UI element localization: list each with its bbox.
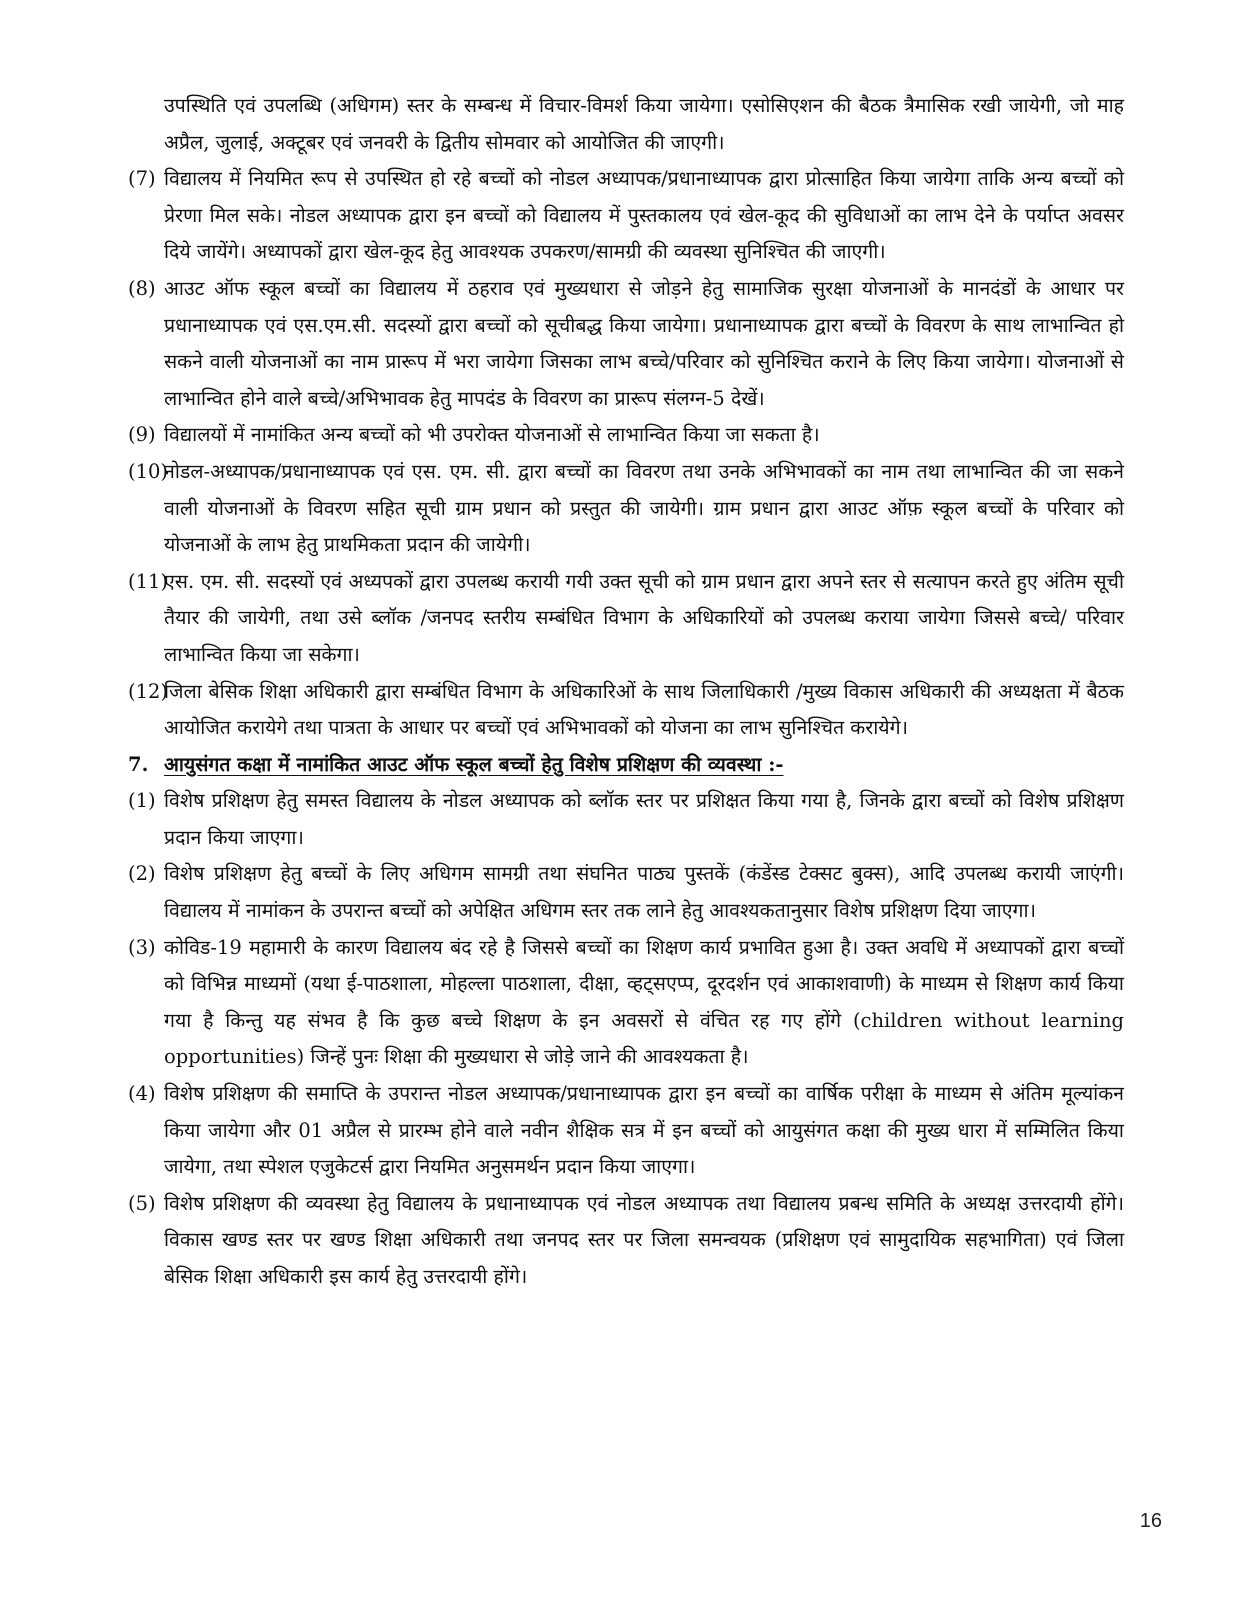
item-number: (1) — [128, 789, 156, 813]
list-item-12 — [128, 674, 1124, 747]
section-number: 7. — [128, 752, 149, 776]
list-item-5 — [128, 1186, 1124, 1296]
list-item-9 — [128, 417, 1124, 454]
list-item-8 — [128, 271, 1124, 417]
item-number: (5) — [128, 1191, 156, 1215]
section-heading — [128, 747, 1124, 784]
list-item-10 — [128, 454, 1124, 564]
item-number: (8) — [128, 276, 156, 300]
item-number: (9) — [128, 423, 156, 447]
item-number: (4) — [128, 1082, 156, 1106]
list-item-11 — [128, 564, 1124, 674]
item-number: (2) — [128, 862, 156, 886]
document-page — [128, 88, 1124, 1296]
intro-paragraph: उपस्थिति एवं उपलब्धि (अधिगम) स्तर के सम्बन्ध में विचार-विमर्श किया जायेगा। एसोसिएशन की बैठक त्रैमासिक रखी जायेगी, जो माह अप्रैल, जुलाई, अक्टूबर एवं जनवरी के द्वितीय सोमवार को आयोजित की जाएगी। — [164, 94, 1124, 154]
item-text: नोडल-अध्यापक/प्रधानाध्यापक एवं एस. एम. सी. द्वारा बच्चों का विवरण तथा उनके अभिभावकों का नाम तथा लाभान्वित की जा सकने वाली योजनाओं के विवरण सहित सूची ग्राम प्रधान को प्रस्तुत की जायेगी। ग्राम प्रधान द्वारा आउट ऑफ़ स्कूल बच्चों के परिवार को योजनाओं के लाभ हेतु प्राथमिकता प्रदान की जायेगी। — [164, 459, 1124, 557]
item-text: विशेष प्रशिक्षण की समाप्ति के उपरान्त नोडल अध्यापक/प्रधानाध्यापक द्वारा इन बच्चों का वार्षिक परीक्षा के माध्यम से अंतिम मूल्यांकन किया जायेगा और 01 अप्रैल से प्रारम्भ होने वाले नवीन शैक्षिक सत्र में इन बच्चों को आयुसंगत कक्षा की मुख्य धारा में सम्मिलित किया जायेगा, तथा स्पेशल एजुकेटर्स द्वारा नियमित अनुसमर्थन प्रदान किया जाएगा। — [164, 1082, 1124, 1179]
list-item-1 — [128, 783, 1124, 856]
section-title: आयुसंगत कक्षा में नामांकित आउट ऑफ स्कूल बच्चों हेतु विशेष प्रशिक्षण की व्यवस्था :- — [164, 752, 784, 776]
item-text: विशेष प्रशिक्षण हेतु समस्त विद्यालय के नोडल अध्यापक को ब्लॉक स्तर पर प्रशिक्षत किया गया है, जिनके द्वारा बच्चों को विशेष प्रशिक्षण प्रदान किया जाएगा। — [164, 789, 1124, 849]
page-number: 16 — [1139, 1510, 1162, 1532]
item-text: आउट ऑफ स्कूल बच्चों का विद्यालय में ठहराव एवं मुख्यधारा से जोड़ने हेतु सामाजिक सुरक्षा योजनाओं के मानदंडों के आधार पर प्रधानाध्यापक एवं एस.एम.सी. सदस्यों द्वारा बच्चों को सूचीबद्ध किया जायेगा। प्रधानाध्यापक द्वारा बच्चों के विवरण के साथ लाभान्वित हो सकने वाली योजनाओं का नाम प्रारूप में भरा जायेगा जिसका लाभ बच्चे/परिवार को सुनिश्चित कराने के लिए किया जायेगा। योजनाओं से लाभान्वित होने वाले बच्चे/अभिभावक हेतु मापदंड के विवरण का प्रारूप संलग्न-5 देखें। — [164, 276, 1124, 410]
list-item-4 — [128, 1076, 1124, 1186]
item-text: विद्यालय में नियमित रूप से उपस्थित हो रहे बच्चों को नोडल अध्यापक/प्रधानाध्यापक द्वारा प्रोत्साहित किया जायेगा ताकि अन्य बच्चों को प्रेरणा मिल सके। नोडल अध्यापक द्वारा इन बच्चों को विद्यालय में पुस्तकालय एवं खेल-कूद की सुविधाओं का लाभ देने के पर्याप्त अवसर दिये जायेंगे। अध्यापकों द्वारा खेल-कूद हेतु आवश्यक उपकरण/सामग्री की व्यवस्था सुनिश्चित की जाएगी। — [164, 167, 1124, 264]
item-number: (3) — [128, 935, 156, 959]
item-text: विशेष प्रशिक्षण की व्यवस्था हेतु विद्यालय के प्रधानाध्यापक एवं नोडल अध्यापक तथा विद्यालय प्रबन्ध समिति के अध्यक्ष उत्तरदायी होंगे। विकास खण्ड स्तर पर खण्ड शिक्षा अधिकारी तथा जनपद स्तर पर जिला समन्वयक (प्रशिक्षण एवं सामुदायिक सहभागिता) एवं जिला बेसिक शिक्षा अधिकारी इस कार्य हेतु उत्तरदायी होंगे। — [164, 1191, 1124, 1288]
item-text: एस. एम. सी. सदस्यों एवं अध्यपकों द्वारा उपलब्ध करायी गयी उक्त सूची को ग्राम प्रधान द्वारा अपने स्तर से सत्यापन करते हुए अंतिम सूची तैयार की जायेगी, तथा उसे ब्लॉक /जनपद स्तरीय सम्बंधित विभाग के अधिकारियों को उपलब्ध कराया जायेगा जिससे बच्चे/ परिवार लाभान्वित किया जा सकेगा। — [164, 569, 1124, 666]
item-number: (7) — [128, 167, 156, 191]
item-text: जिला बेसिक शिक्षा अधिकारी द्वारा सम्बंधित विभाग के अधिकारिओं के साथ जिलाधिकारी /मुख्य विकास अधिकारी की अध्यक्षता में बैठक आयोजित करायेगे तथा पात्रता के आधार पर बच्चों एवं अभिभावकों को योजना का लाभ सुनिश्चित करायेगे। — [164, 679, 1124, 740]
item-text: विशेष प्रशिक्षण हेतु बच्चों के लिए अधिगम सामग्री तथा संघनित पाठ्य पुस्तकें (कंडेंस्ड टेक्सट बुक्स), आदि उपलब्ध करायी जाएंगी। विद्यालय में नामांकन के उपरान्त बच्चों को अपेक्षित अधिगम स्तर तक लाने हेतु आवश्यकतानुसार विशेष प्रशिक्षण दिया जाएगा। — [164, 862, 1124, 923]
list-item-7 — [128, 161, 1124, 271]
item-number: (11) — [128, 569, 169, 593]
item-text: कोविड-19 महामारी के कारण विद्यालय बंद रहे है जिससे बच्चों का शिक्षण कार्य प्रभावित हुआ है। उक्त अवधि में अध्यापकों द्वारा बच्चों को विभिन्न माध्यमों (यथा ई-पाठशाला, मोहल्ला पाठशाला, दीक्षा, व्हट्सएप्प, दूरदर्शन एवं आकाशवाणी) के माध्यम से शिक्षण कार्य किया गया है किन्तु यह संभव है कि कुछ बच्चे शिक्षण के इन अवसरों से वंचित रह गए होंगे (children without learning opportunities) जिन्हें पुनः शिक्षा की मुख्यधारा से जोड़े जाने की आवश्यकता है। — [164, 935, 1124, 1069]
list-item-2 — [128, 856, 1124, 929]
item-number: (10) — [128, 459, 169, 483]
item-number: (12) — [128, 679, 169, 703]
item-text: विद्यालयों में नामांकित अन्य बच्चों को भी उपरोक्त योजनाओं से लाभान्वित किया जा सकता है। — [164, 423, 820, 447]
list-item-3 — [128, 930, 1124, 1076]
